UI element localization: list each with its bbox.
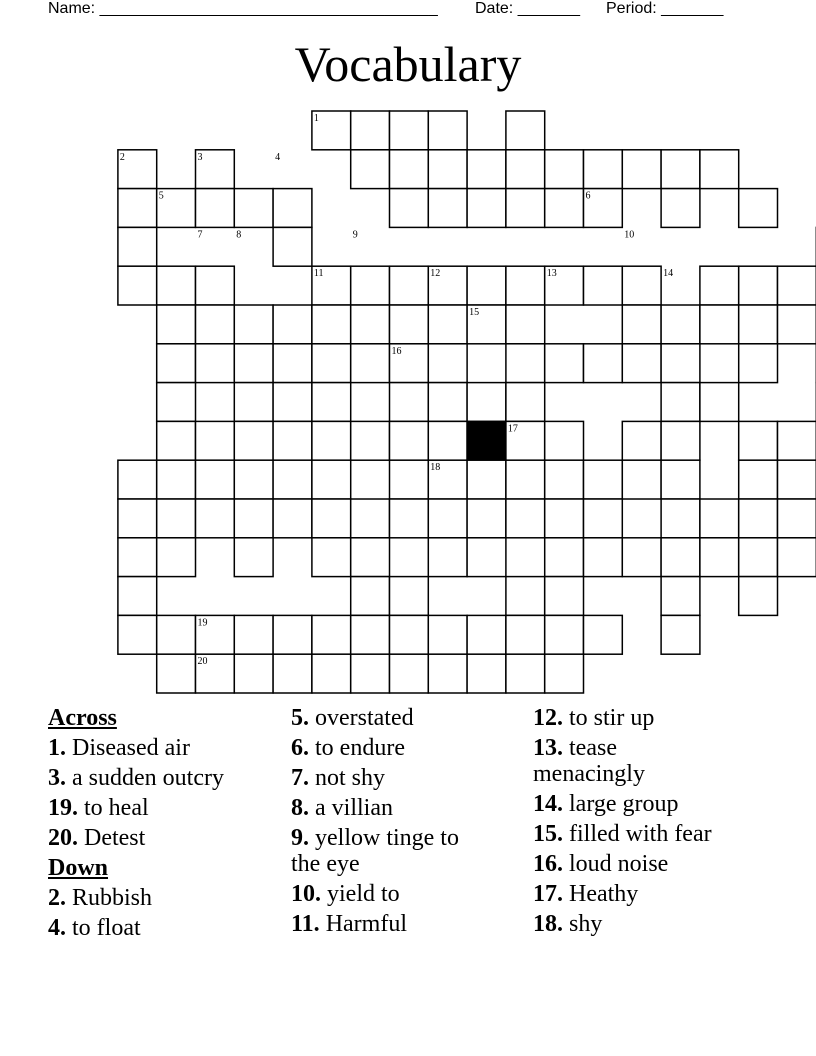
grid-cell[interactable] — [351, 654, 390, 693]
grid-cell[interactable] — [196, 499, 235, 538]
grid-cell[interactable] — [545, 150, 584, 189]
grid-cell[interactable] — [739, 266, 778, 305]
grid-cell[interactable] — [739, 460, 778, 499]
clue-down-6: 6. to endure — [291, 735, 405, 761]
grid-cell[interactable] — [428, 499, 467, 538]
grid-cell[interactable] — [273, 460, 312, 499]
clue-across-19: 19. to heal — [48, 795, 149, 821]
clue-down-13: 13. tease menacingly — [533, 735, 645, 787]
grid-cell[interactable] — [351, 615, 390, 654]
grid-cell[interactable] — [312, 305, 351, 344]
grid-cell[interactable] — [351, 150, 390, 189]
grid-cell[interactable] — [157, 305, 196, 344]
grid-cell[interactable] — [157, 654, 196, 693]
clue-number: 14 — [663, 268, 674, 280]
grid-cell[interactable] — [351, 538, 390, 577]
grid-cell[interactable] — [390, 460, 429, 499]
clue-number: 15 — [469, 307, 480, 318]
grid-cell[interactable] — [351, 421, 390, 460]
clue-down-9: 9. yellow tinge to the eye — [291, 825, 459, 877]
grid-cell[interactable] — [351, 305, 390, 344]
grid-cell[interactable] — [545, 577, 584, 616]
grid-cell[interactable] — [312, 383, 351, 422]
across-heading: Across — [48, 705, 117, 731]
grid-cell[interactable] — [467, 150, 506, 189]
grid-cell[interactable] — [506, 615, 545, 654]
grid-cell[interactable] — [778, 460, 816, 499]
grid-cell[interactable] — [467, 460, 506, 499]
grid-cell[interactable] — [661, 344, 700, 383]
grid-cell[interactable] — [390, 615, 429, 654]
grid-cell[interactable] — [312, 460, 351, 499]
grid-cell[interactable] — [661, 460, 700, 499]
grid-cell[interactable] — [778, 305, 816, 344]
grid-cell[interactable] — [428, 344, 467, 383]
grid-cell[interactable] — [234, 615, 273, 654]
grid-cell[interactable] — [506, 150, 545, 189]
grid-cell[interactable] — [428, 383, 467, 422]
grid-cell[interactable] — [739, 577, 778, 616]
grid-cell[interactable] — [545, 538, 584, 577]
grid-cell[interactable] — [739, 538, 778, 577]
grid-cell[interactable] — [157, 499, 196, 538]
clue-down-16: 16. loud noise — [533, 851, 669, 877]
clue-down-7: 7. not shy — [291, 765, 386, 791]
grid-cell[interactable] — [622, 460, 661, 499]
grid-cell[interactable] — [778, 266, 816, 305]
grid-cell[interactable] — [428, 421, 467, 460]
grid-cell[interactable] — [506, 111, 545, 150]
grid-cell[interactable] — [739, 344, 778, 383]
clue-number: 1 — [313, 113, 319, 124]
grid-cell[interactable] — [584, 150, 623, 189]
grid-cell[interactable] — [506, 577, 545, 616]
period-field[interactable]: Period: _______ — [606, 0, 724, 17]
clue-down-4: 4. to float — [48, 915, 141, 941]
grid-cell[interactable] — [273, 189, 312, 228]
name-field[interactable]: Name: ______________________________________ — [48, 0, 438, 17]
clue-number: 19 — [197, 617, 208, 629]
grid-cell[interactable] — [506, 499, 545, 538]
grid-cell[interactable] — [157, 383, 196, 422]
grid-cell[interactable] — [739, 499, 778, 538]
clue-number: 6 — [585, 190, 591, 202]
clue-number: 17 — [507, 423, 518, 435]
grid-cell[interactable] — [545, 344, 584, 383]
grid-cell[interactable] — [118, 460, 157, 499]
grid-cell[interactable] — [428, 654, 467, 693]
grid-cell[interactable] — [467, 615, 506, 654]
grid-cell[interactable] — [234, 305, 273, 344]
grid-cell[interactable] — [622, 266, 661, 305]
grid-cell[interactable] — [428, 150, 467, 189]
grid-cell[interactable] — [273, 421, 312, 460]
clue-down-10: 10. yield to — [291, 881, 400, 907]
grid-cell[interactable] — [390, 150, 429, 189]
grid-cell[interactable] — [196, 305, 235, 344]
grid-cell[interactable] — [622, 150, 661, 189]
grid-cell[interactable] — [545, 460, 584, 499]
clue-number: 10 — [624, 229, 635, 241]
grid-cell[interactable] — [390, 305, 429, 344]
grid-cell[interactable] — [545, 499, 584, 538]
grid-cell[interactable] — [312, 499, 351, 538]
grid-cell[interactable] — [157, 538, 196, 577]
date-field[interactable]: Date: _______ — [475, 0, 580, 17]
grid-cell[interactable] — [118, 538, 157, 577]
grid-cell[interactable] — [273, 227, 312, 266]
grid-cell[interactable] — [273, 654, 312, 693]
grid-cell[interactable] — [428, 189, 467, 228]
grid-cell[interactable] — [584, 460, 623, 499]
grid-cell[interactable] — [506, 344, 545, 383]
grid-cell[interactable] — [428, 305, 467, 344]
grid-cell[interactable] — [778, 538, 816, 577]
grid-cell[interactable] — [157, 460, 196, 499]
grid-cell[interactable] — [273, 499, 312, 538]
grid-cell[interactable] — [196, 344, 235, 383]
grid-cell[interactable] — [234, 499, 273, 538]
grid-cell[interactable] — [234, 654, 273, 693]
down-heading: Down — [48, 855, 109, 881]
clue-number: 9 — [352, 229, 358, 241]
clue-down-2: 2. Rubbish — [48, 885, 153, 911]
grid-cell[interactable] — [234, 383, 273, 422]
clue-down-14: 14. large group — [533, 791, 679, 817]
grid-cell[interactable] — [506, 460, 545, 499]
grid-cell[interactable] — [351, 111, 390, 150]
grid-cell[interactable] — [661, 150, 700, 189]
grid-cell[interactable] — [157, 344, 196, 383]
grid-cell[interactable] — [196, 421, 235, 460]
black-square — [467, 421, 506, 460]
grid-cell[interactable] — [506, 383, 545, 422]
grid-cell[interactable] — [428, 111, 467, 150]
clues-column-1 — [48, 705, 278, 945]
grid-cell[interactable] — [661, 615, 700, 654]
grid-cell[interactable] — [622, 344, 661, 383]
grid-cell[interactable] — [312, 421, 351, 460]
grid-cell[interactable] — [118, 499, 157, 538]
clue-number: 4 — [275, 151, 281, 163]
grid-cell[interactable] — [312, 344, 351, 383]
grid-cell[interactable] — [234, 344, 273, 383]
grid-cell[interactable] — [622, 305, 661, 344]
grid-cell[interactable] — [196, 460, 235, 499]
grid-cell[interactable] — [390, 266, 429, 305]
clue-number: 2 — [119, 151, 125, 163]
grid-cell[interactable] — [700, 305, 739, 344]
grid-cell[interactable] — [545, 615, 584, 654]
grid-cell[interactable] — [661, 383, 700, 422]
page-title: Vocabulary — [294, 36, 522, 92]
clue-down-15: 15. filled with fear — [533, 821, 712, 847]
grid-cell[interactable] — [584, 538, 623, 577]
grid-cell[interactable] — [584, 615, 623, 654]
grid-cell[interactable] — [196, 189, 235, 228]
clues-column-3 — [533, 705, 773, 941]
grid-cell[interactable] — [545, 654, 584, 693]
grid-cell[interactable] — [584, 344, 623, 383]
clue-down-12: 12. to stir up — [533, 705, 655, 731]
grid-cell[interactable] — [351, 344, 390, 383]
grid-cell[interactable] — [739, 305, 778, 344]
grid-cell[interactable] — [234, 421, 273, 460]
grid-cell[interactable] — [234, 460, 273, 499]
clue-across-3: 3. a sudden outcry — [48, 765, 224, 791]
grid-cell[interactable] — [118, 227, 157, 266]
grid-cell[interactable] — [700, 266, 739, 305]
clue-across-20: 20. Detest — [48, 825, 146, 851]
grid-cell[interactable] — [351, 499, 390, 538]
grid-cell[interactable] — [234, 189, 273, 228]
clue-number: 5 — [158, 190, 164, 202]
grid-cell[interactable] — [739, 189, 778, 228]
grid-cell[interactable] — [778, 421, 816, 460]
grid-cell[interactable] — [622, 538, 661, 577]
grid-cell[interactable] — [661, 577, 700, 616]
grid-cell[interactable] — [273, 383, 312, 422]
grid-cell[interactable] — [700, 383, 739, 422]
grid-cell[interactable] — [351, 266, 390, 305]
clue-number: 20 — [197, 656, 208, 668]
grid-cell[interactable] — [157, 615, 196, 654]
grid-cell[interactable] — [390, 383, 429, 422]
grid-cell[interactable] — [584, 499, 623, 538]
clue-down-11: 11. Harmful — [291, 911, 407, 937]
grid-cell[interactable] — [390, 111, 429, 150]
grid-cell[interactable] — [545, 189, 584, 228]
clue-down-8: 8. a villian — [291, 795, 393, 821]
grid-cell[interactable] — [312, 615, 351, 654]
grid-cell[interactable] — [390, 421, 429, 460]
grid-cell[interactable] — [661, 421, 700, 460]
grid-cell[interactable] — [118, 577, 157, 616]
grid-cell[interactable] — [273, 615, 312, 654]
grid-cell[interactable] — [661, 189, 700, 228]
grid-cell[interactable] — [467, 189, 506, 228]
grid-cell[interactable] — [273, 344, 312, 383]
grid-cell[interactable] — [390, 499, 429, 538]
grid-cell[interactable] — [118, 266, 157, 305]
grid-cell[interactable] — [700, 150, 739, 189]
clue-number: 16 — [391, 345, 402, 357]
clue-number: 7 — [197, 229, 203, 241]
clue-number: 3 — [197, 151, 203, 163]
grid-cell[interactable] — [390, 654, 429, 693]
grid-cell[interactable] — [467, 654, 506, 693]
grid-cell[interactable] — [739, 421, 778, 460]
grid-cell[interactable] — [584, 266, 623, 305]
clue-number: 18 — [430, 462, 441, 474]
clue-number: 12 — [430, 268, 441, 280]
grid-cell[interactable] — [700, 538, 739, 577]
grid-cell[interactable] — [428, 538, 467, 577]
clue-down-17: 17. Heathy — [533, 881, 639, 907]
grid-cell[interactable] — [506, 189, 545, 228]
clue-number: 8 — [236, 229, 242, 241]
clue-down-5: 5. overstated — [291, 705, 414, 731]
grid-cell[interactable] — [661, 305, 700, 344]
grid-cell[interactable] — [390, 577, 429, 616]
grid-cell[interactable] — [467, 538, 506, 577]
grid-cell[interactable] — [700, 499, 739, 538]
clue-down-18: 18. shy — [533, 911, 603, 937]
clue-number: 11 — [313, 268, 324, 280]
grid-cell[interactable] — [428, 615, 467, 654]
grid-cell[interactable] — [273, 305, 312, 344]
grid-cell[interactable] — [312, 654, 351, 693]
grid-cell[interactable] — [196, 266, 235, 305]
grid-cell[interactable] — [234, 538, 273, 577]
grid-cell[interactable] — [661, 538, 700, 577]
grid-cell[interactable] — [118, 189, 157, 228]
grid-cell[interactable] — [506, 654, 545, 693]
grid-cell[interactable] — [390, 189, 429, 228]
grid-cell[interactable] — [467, 499, 506, 538]
grid-cell[interactable] — [467, 266, 506, 305]
grid-cell[interactable] — [312, 538, 351, 577]
grid-cell[interactable] — [351, 577, 390, 616]
grid-cell[interactable] — [545, 421, 584, 460]
clues-column-2 — [291, 705, 521, 941]
grid-cell[interactable] — [157, 266, 196, 305]
clue-across-1: 1. Diseased air — [48, 735, 190, 761]
grid-cell[interactable] — [506, 266, 545, 305]
clue-number: 13 — [546, 268, 557, 280]
grid-cell[interactable] — [506, 305, 545, 344]
grid-cell[interactable] — [118, 615, 157, 654]
grid-cell[interactable] — [622, 421, 661, 460]
grid-cell[interactable] — [467, 383, 506, 422]
grid-cell[interactable] — [778, 499, 816, 538]
grid-cell[interactable] — [157, 421, 196, 460]
grid-cell[interactable] — [661, 499, 700, 538]
